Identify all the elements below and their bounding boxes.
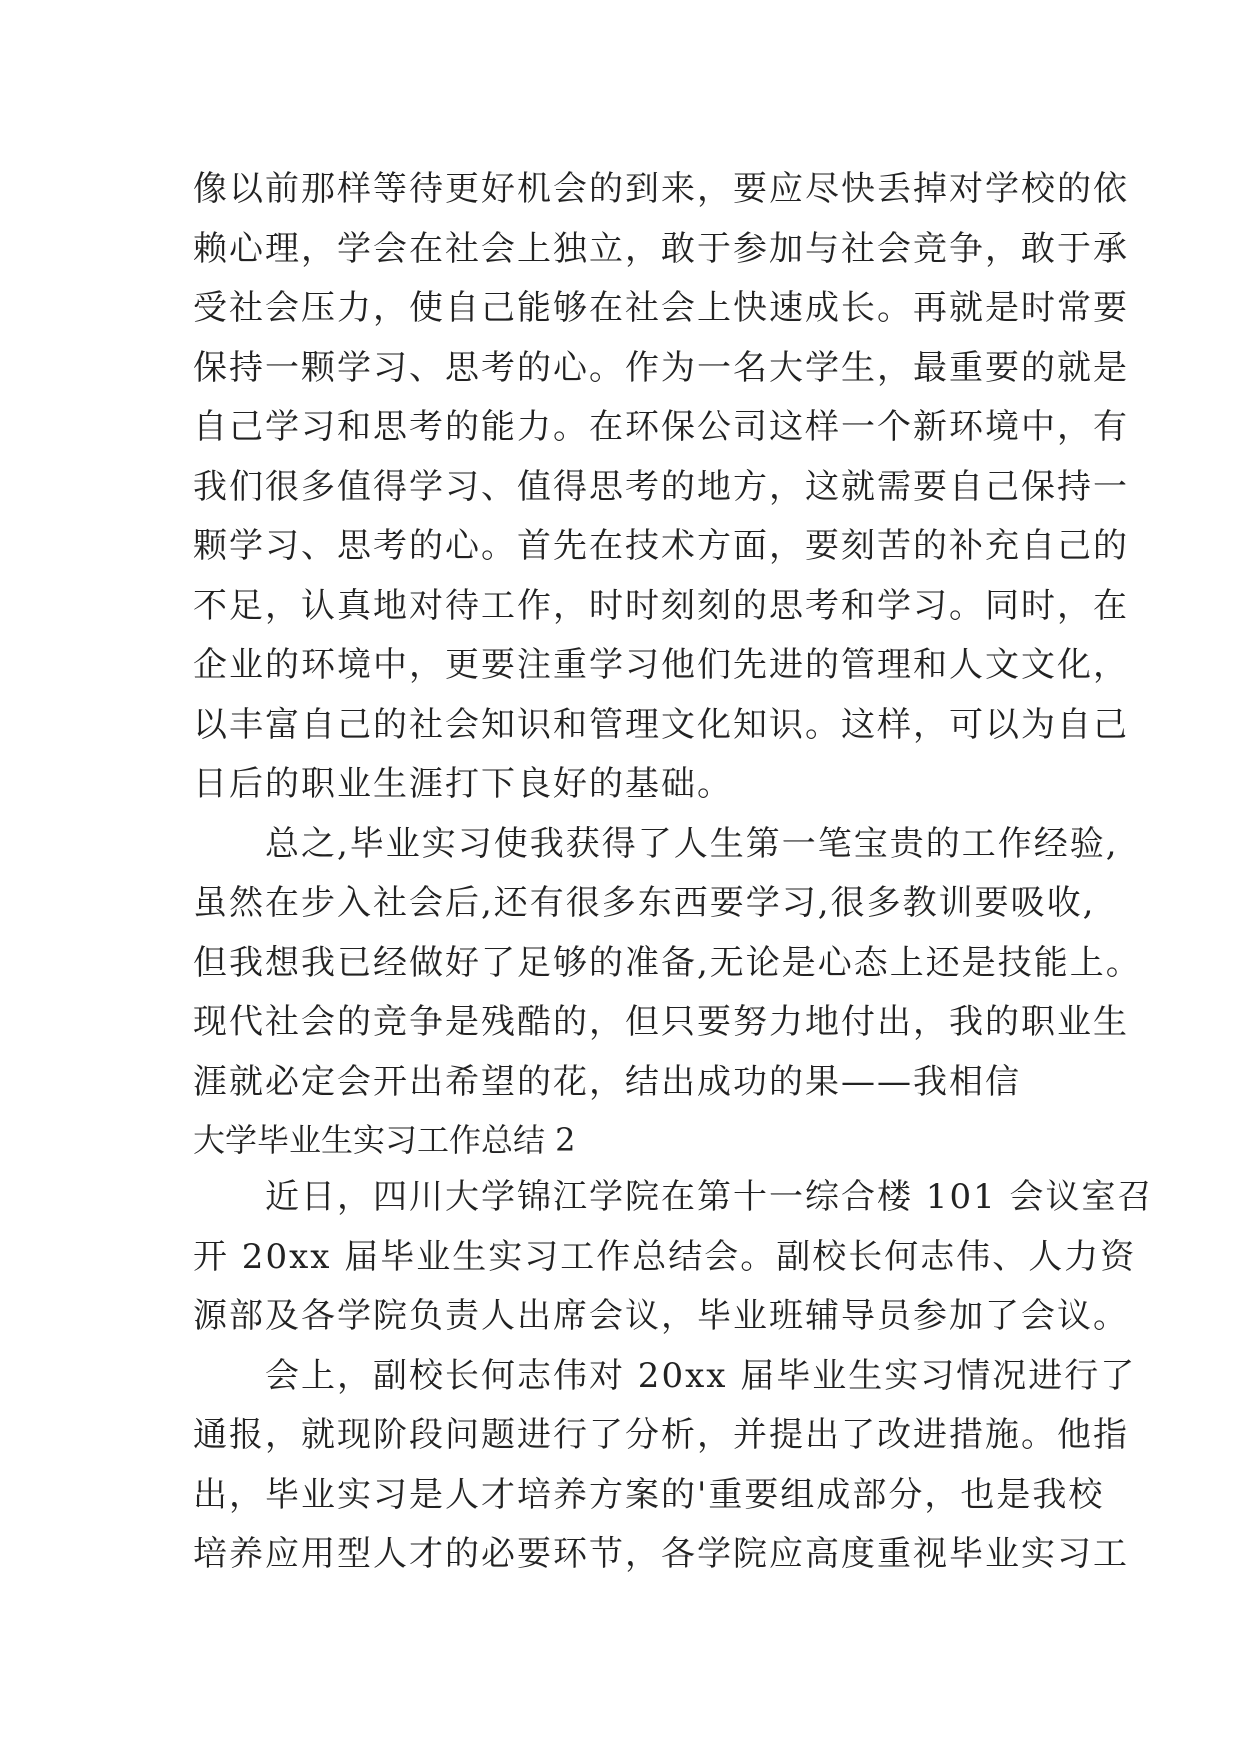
text-line: 我们很多值得学习、值得思考的地方，这就需要自己保持一 <box>193 466 1129 507</box>
text-line: 但我想我已经做好了足够的准备,无论是心态上还是技能上。 <box>193 942 1142 983</box>
text-line: 不足，认真地对待工作，时时刻刻的思考和学习。同时，在 <box>193 585 1129 626</box>
text-line: 以丰富自己的社会知识和管理文化知识。这样，可以为自己 <box>193 704 1129 745</box>
text-line: 出，毕业实习是人才培养方案的'重要组成部分，也是我校 <box>193 1474 1105 1515</box>
text-line: 会上，副校长何志伟对 20xx 届毕业生实习情况进行了 <box>193 1355 1137 1396</box>
text-line: 保持一颗学习、思考的心。作为一名大学生，最重要的就是 <box>193 347 1129 388</box>
text-line: 颗学习、思考的心。首先在技术方面，要刻苦的补充自己的 <box>193 526 1129 566</box>
text-line: 近日，四川大学锦江学院在第十一综合楼 101 会议室召 <box>193 1177 1154 1217</box>
section-heading: 大学毕业生实习工作总结 2 <box>193 1121 576 1159</box>
text-line: 赖心理，学会在社会上独立，敢于参加与社会竞争，敢于承 <box>193 228 1129 269</box>
text-line: 源部及各学院负责人出席会议，毕业班辅导员参加了会议。 <box>193 1296 1129 1336</box>
text-line: 现代社会的竞争是残酷的，但只要努力地付出，我的职业生 <box>193 1002 1129 1042</box>
text-line: 企业的环境中，更要注重学习他们先进的管理和人文文化， <box>193 645 1129 685</box>
text-line: 总之,毕业实习使我获得了人生第一笔宝贵的工作经验, <box>193 823 1119 864</box>
text-line: 自己学习和思考的能力。在环保公司这样一个新环境中，有 <box>193 407 1129 447</box>
text-line: 虽然在步入社会后,还有很多东西要学习,很多教训要吸收, <box>193 883 1096 923</box>
text-line: 通报，就现阶段问题进行了分析，并提出了改进措施。他指 <box>193 1415 1129 1455</box>
text-line: 像以前那样等待更好机会的到来，要应尽快丢掉对学校的依 <box>193 169 1129 209</box>
text-line: 开 20xx 届毕业生实习工作总结会。副校长何志伟、人力资 <box>193 1236 1137 1277</box>
document-body <box>193 160 1154 1585</box>
text-line: 涯就必定会开出希望的花，结出成功的果——我相信 <box>193 1061 1021 1102</box>
text-line: 日后的职业生涯打下良好的基础。 <box>193 764 733 804</box>
text-line: 受社会压力，使自己能够在社会上快速成长。再就是时常要 <box>193 288 1129 328</box>
text-line: 培养应用型人才的必要环节，各学院应高度重视毕业实习工 <box>193 1534 1129 1574</box>
